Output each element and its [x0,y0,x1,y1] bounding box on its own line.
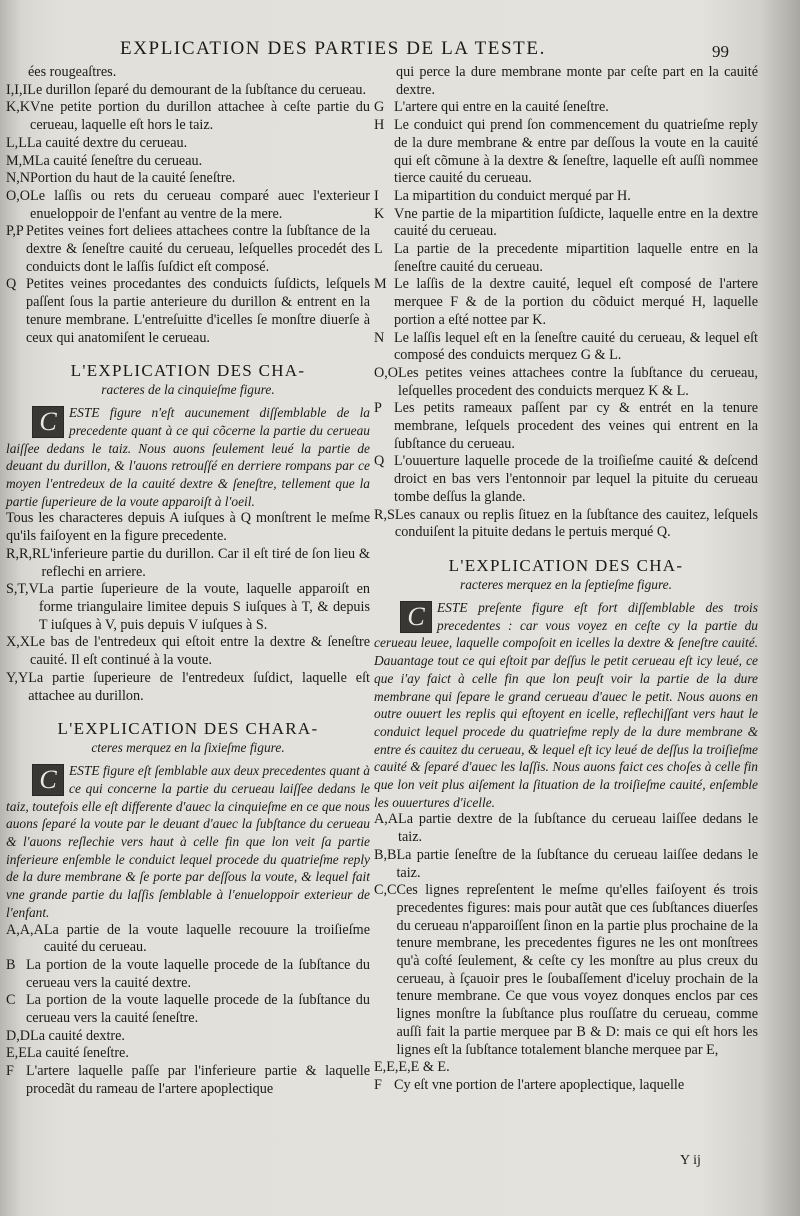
legend-label: E,E [6,1045,27,1062]
drop-cap: C [32,764,64,796]
running-header: EXPLICATION DES PARTIES DE LA TESTE. [120,38,546,59]
legend-entry [374,188,758,206]
legend-text: La cauité ſeneſtre. [26,1045,129,1062]
legend-label: C,C [374,882,397,899]
section-subheading: racteres merquez en la ſeptieſme figure. [460,576,672,592]
legend-entry [6,922,370,957]
legend-label: D,D [6,1027,31,1044]
legend-text: Le bas de l'entredeux qui eſtoit entre la dextre & ſeneſtre cauité. Il eſt continué à la voute. [30,634,370,669]
legend-entry [6,634,370,669]
legend-entry [6,957,370,992]
legend-text: Le laſſis lequel eſt en la ſeneſtre cauité du cerueau, & lequel eſt composé des conduicts merquez G & L. [394,329,758,364]
legend-entry [6,170,370,188]
legend-entry [374,882,758,1059]
legend-text: E & E. [410,1059,450,1076]
section-heading: L'EXPLICATION DES CHARA- [57,719,319,739]
legend-label: H [374,117,385,134]
section-intro [6,762,370,921]
legend-text: La cauité dextre du cerueau. [26,134,188,151]
legend-entry [6,992,370,1027]
section-subheading: racteres de la cinquieſme figure. [101,382,275,398]
legend-label: Y,Y [6,669,29,686]
legend-entry [374,400,758,453]
legend-text: L'artere laquelle paſſe par l'inferieure partie & laquelle procedãt du rameau de l'artere apoplectique [26,1063,370,1097]
legend-label: K [374,205,385,222]
legend-entry [374,241,758,276]
paragraph: Tous les characteres depuis A iuſques à Q monſtrent le meſme qu'ils faiſoyent en la figure precedente. [6,510,370,545]
legend-list [374,811,758,1094]
legend-label: R,S [374,506,395,523]
continued-text: ées rougeaſtres. [28,64,117,80]
legend-text: La portion de la voute laquelle procede de la ſubſtance du cerueau vers la cauité dextre. [26,956,370,991]
legend-text: La partie de la voute laquelle recouure la troiſieſme cauité du cerueau. [43,921,370,956]
legend-label: L,L [6,134,27,151]
legend-label: L [374,241,383,258]
legend-entry [374,1077,758,1095]
legend-label: G [374,99,385,116]
legend-entry [6,1063,370,1098]
legend-entry [374,811,758,846]
legend-list [374,99,758,542]
legend-label: C [6,992,16,1009]
legend-entry [374,99,758,117]
legend-entry [6,1045,370,1063]
legend-text: Les canaux ou replis ſituez en la ſubſtance des cauitez, leſquels conduiſent la pituite dedans le pertuis merqué Q. [394,506,758,541]
legend-entry [374,1059,758,1077]
legend-list [6,546,370,705]
legend-text: Cy eſt vne portion de l'artere apoplectique, laquelle [394,1076,685,1093]
legend-text: Petites veines procedantes des conduicts ſuſdicts, leſquels paſſent ſous la partie anterieure du durillon & entrent en la tenure membrane. L'entreſuitte d'icelles ſe monſtre diuerſe à ceux qui anatomiſent le cerueau. [26,276,370,346]
legend-entry [374,847,758,882]
drop-cap: C [32,406,64,438]
legend-text: La partie de la precedente mipartition laquelle entre en la ſeneſtre cauité du cerueau. [394,241,758,275]
drop-cap: C [400,601,432,633]
legend-text: Vne partie de la mipartition ſuſdicte, laquelle entre en la dextre cauité du cerueau. [394,205,758,240]
legend-entry [374,453,758,506]
legend-text: La partie dextre de la ſubſtance du cerueau laiſſee dedans le taiz. [398,811,758,846]
legend-entry [6,581,370,634]
legend-text: La mipartition du conduict merqué par H. [394,187,631,204]
legend-label: B,B [374,846,397,863]
legend-entry [6,1028,370,1046]
intro-text: ESTE figure eſt ſemblable aux deux precedentes quant à ce qui concerne la partie du cerueau laiſſee dedans le taiz, toutefois elle eſt differente d'auec la cinquieſme en ce que nous auons ſeparé la voute par le deuant d'auec la ſubſtance du cerueau & l'auons reſlechie vers haut à celle fin que lon veit ſa partie inferieure enſemble le conduict lequel procede du quatrieſme reply de la dure membrane & ſe porte par deſſous la voute, & lequel fait vne grande partie du laſſis ſemblable à l'enueloppoir exterieur de l'enfant. [6,763,370,920]
intro-text: ESTE preſente figure eſt fort diſſemblable des trois precedentes : car vous voyez en ceſte cy la partie du cerueau leuee, laquelle compoſoit en icelles la dextre & ſeneſtre cauité. Dauantage tout ce qui eſtoit par deſſus le petit cerueau eſt icy leué, ce que i'ay faict à celle fin que lon peuſt voir la partie de la dure membrane qui ſepare le grand cerueau d'auec le petit. Nous auons en outre ouuert les replis qui eſtoyent en icelle, reflechiſſant vers haut le conduict lequel procede du quatrieſme reply de la dure membrane & entre és cauitez du cerueau, & lequel eſt icy leué de deſſus la troiſieſme cauité & ſeparé d'auec les laſſis. Nous auons faict ces choſes à celle fin que lon veit plus aiſement la ſituation de la troiſieſme cauité, enſemble les ouuertures d'icelle. [374,599,758,810]
section-heading: L'EXPLICATION DES CHA- [70,361,306,381]
section-heading: L'EXPLICATION DES CHA- [448,555,684,575]
legend-label: E,E,E, [374,1059,411,1076]
legend-text: Portion du haut de la cauité ſeneſtre. [30,170,236,187]
legend-label: F [374,1076,382,1093]
legend-text: La cauité dextre. [30,1027,125,1044]
legend-text: La cauité ſeneſtre du cerueau. [34,152,203,169]
legend-label: F [6,1063,14,1080]
legend-text: Les petits rameaux paſſent par cy & entrét en la tenure membrane, leſquels procedent des veines qui entrent en la ſubſtance du cerueau. [394,400,758,452]
legend-entry [6,135,370,153]
legend-text: L'artere qui entre en la cauité ſeneſtre. [394,99,609,116]
legend-entry [6,99,370,134]
right-column [374,64,758,1095]
legend-list [6,922,370,1099]
legend-entry [374,365,758,400]
legend-label: O,O [374,364,399,381]
legend-text: Vne petite portion du durillon attachee à ceſte partie du cerueau, laquelle eſt hors le taiz. [30,99,370,134]
legend-label: A,A [374,811,399,828]
legend-text: Le conduict qui prend ſon commencement du quatrieſme reply de la dure membrane & entre par deſſous la voute en la cauité qui eſt cõmune à la dextre & ſeneſtre, laquelle eſt auſſi nommee tierce cauité du cerueau. [394,117,758,187]
legend-text: Petites veines fort deliees attachees contre la ſubſtance de la dextre & ſeneſtre cauité du cerueau, leſquelles procedét des conduicts dont le laſſis ſuſdict eſt composé. [26,223,370,275]
legend-label: N,N [6,170,31,187]
legend-label: P [374,400,382,417]
signature-mark: Y ij [680,1153,701,1168]
left-column [6,64,370,1099]
legend-label: R,R,R [6,545,42,562]
legend-label: N [374,329,385,346]
legend-entry [374,276,758,329]
section-subheading: cteres merquez en la ſixieſme figure. [91,740,285,756]
legend-label: X,X [6,634,31,651]
legend-entry [6,546,370,581]
legend-text: L'ouuerture laquelle procede de la troiſieſme cauité & deſcend droict en bas vers l'entonnoir par lequel la pituite du cerueau tombe deſſus la glande. [394,453,758,505]
legend-text: Les petites veines attachees contre la ſubſtance du cerueau, leſquelles procedent des conduicts merquez K & L. [398,364,758,399]
legend-entry [6,223,370,276]
page-number: 99 [712,42,729,61]
legend-entry [6,82,370,100]
legend-label: I,I,I [6,81,28,98]
legend-text: La partie ſuperieure de l'entredeux ſuſdict, laquelle eſt attachee au durillon. [28,669,370,704]
legend-label: M,M [6,152,35,169]
legend-label: K,K [6,99,31,116]
legend-text: L'inferieure partie du durillon. Car il eſt tiré de ſon lieu & reflechi en arriere. [41,545,370,580]
legend-entry [374,330,758,365]
legend-label: B [6,956,16,973]
intro-text: ESTE figure n'eſt aucunement diſſemblable de la precedente quant à ce qui cõcerne la partie du cerueau laiſſee dedans le taiz. Nous auons ſeulement leué la partie de deuant du durillon, & l'auons retrouſſé en derriere rompans par ce moyen l'entredeux de la cauité dextre & ſeneſtre, tellement que la partie ſuperieure de la voute apparoiſt à l'oeil. [6,405,370,509]
legend-label: Q [6,276,17,293]
legend-entry [6,670,370,705]
legend-entry [6,153,370,171]
legend-label: I [374,187,379,204]
legend-entry [374,507,758,542]
legend-text: La partie ſuperieure de la voute, laquelle apparoiſt en forme triangulaire limitee depuis S iuſques à T, & depuis T iuſques à V, puis depuis V iuſques à S. [38,581,370,633]
legend-list [6,82,370,348]
section-intro [6,404,370,510]
legend-entry [6,276,370,347]
section-intro [374,599,758,811]
legend-label: A,A,A [6,921,44,938]
legend-entry [374,117,758,188]
legend-text: La partie ſeneſtre de la ſubſtance du cerueau laiſſee dedans le taiz. [396,846,758,881]
legend-entry [6,188,370,223]
legend-text: Le laſſis ou rets du cerueau comparé auec l'exterieur enueloppoir de l'enfant au ventre de la mere. [30,187,370,222]
legend-label: S,T,V [6,581,39,598]
continued-text: qui perce la dure membrane monte par ceſte part en la cauité dextre. [396,64,758,98]
legend-label: M [374,276,387,293]
legend-text: Le laſſis de la dextre cauité, lequel eſt composé de l'artere merquee F & de la portion du cõduict merqué H, laquelle portion a eſté nottee par K. [394,276,758,328]
legend-label: Q [374,453,385,470]
legend-text: Ces lignes repreſentent le meſme qu'elles faiſoyent és trois precedentes figures: mais pour autãt que ces ſubſtances diuerſes du cerueau n'apparoiſſent ſinon en la partie plus prochaine de la tenure membrane, les precedentes figures ne les ont monſtrees qu'à coſté ſeulement, & ceſte cy les monſtre au plus creux du cerueau, à ſçauoir pres le ſoubaſſement d'iceluy prochain de la tenure membrane. Ce que vous voyez donques enclos par ces lignes monſtre la ſubſtance plus rouſſatre du cerueau, comme auſſi fait la partie merquee par B & D: mais ce qui eſt hors les lignes eſt la ſubſtance totalement blanche merquee par E, [396,882,758,1058]
legend-label: O,O [6,187,31,204]
legend-label: P,P [6,223,24,240]
legend-entry [374,206,758,241]
legend-text: Le durillon ſeparé du demourant de la ſubſtance du cerueau. [27,81,367,98]
legend-text: La portion de la voute laquelle procede de la ſubſtance du cerueau vers la cauité ſeneſtre. [26,992,370,1027]
